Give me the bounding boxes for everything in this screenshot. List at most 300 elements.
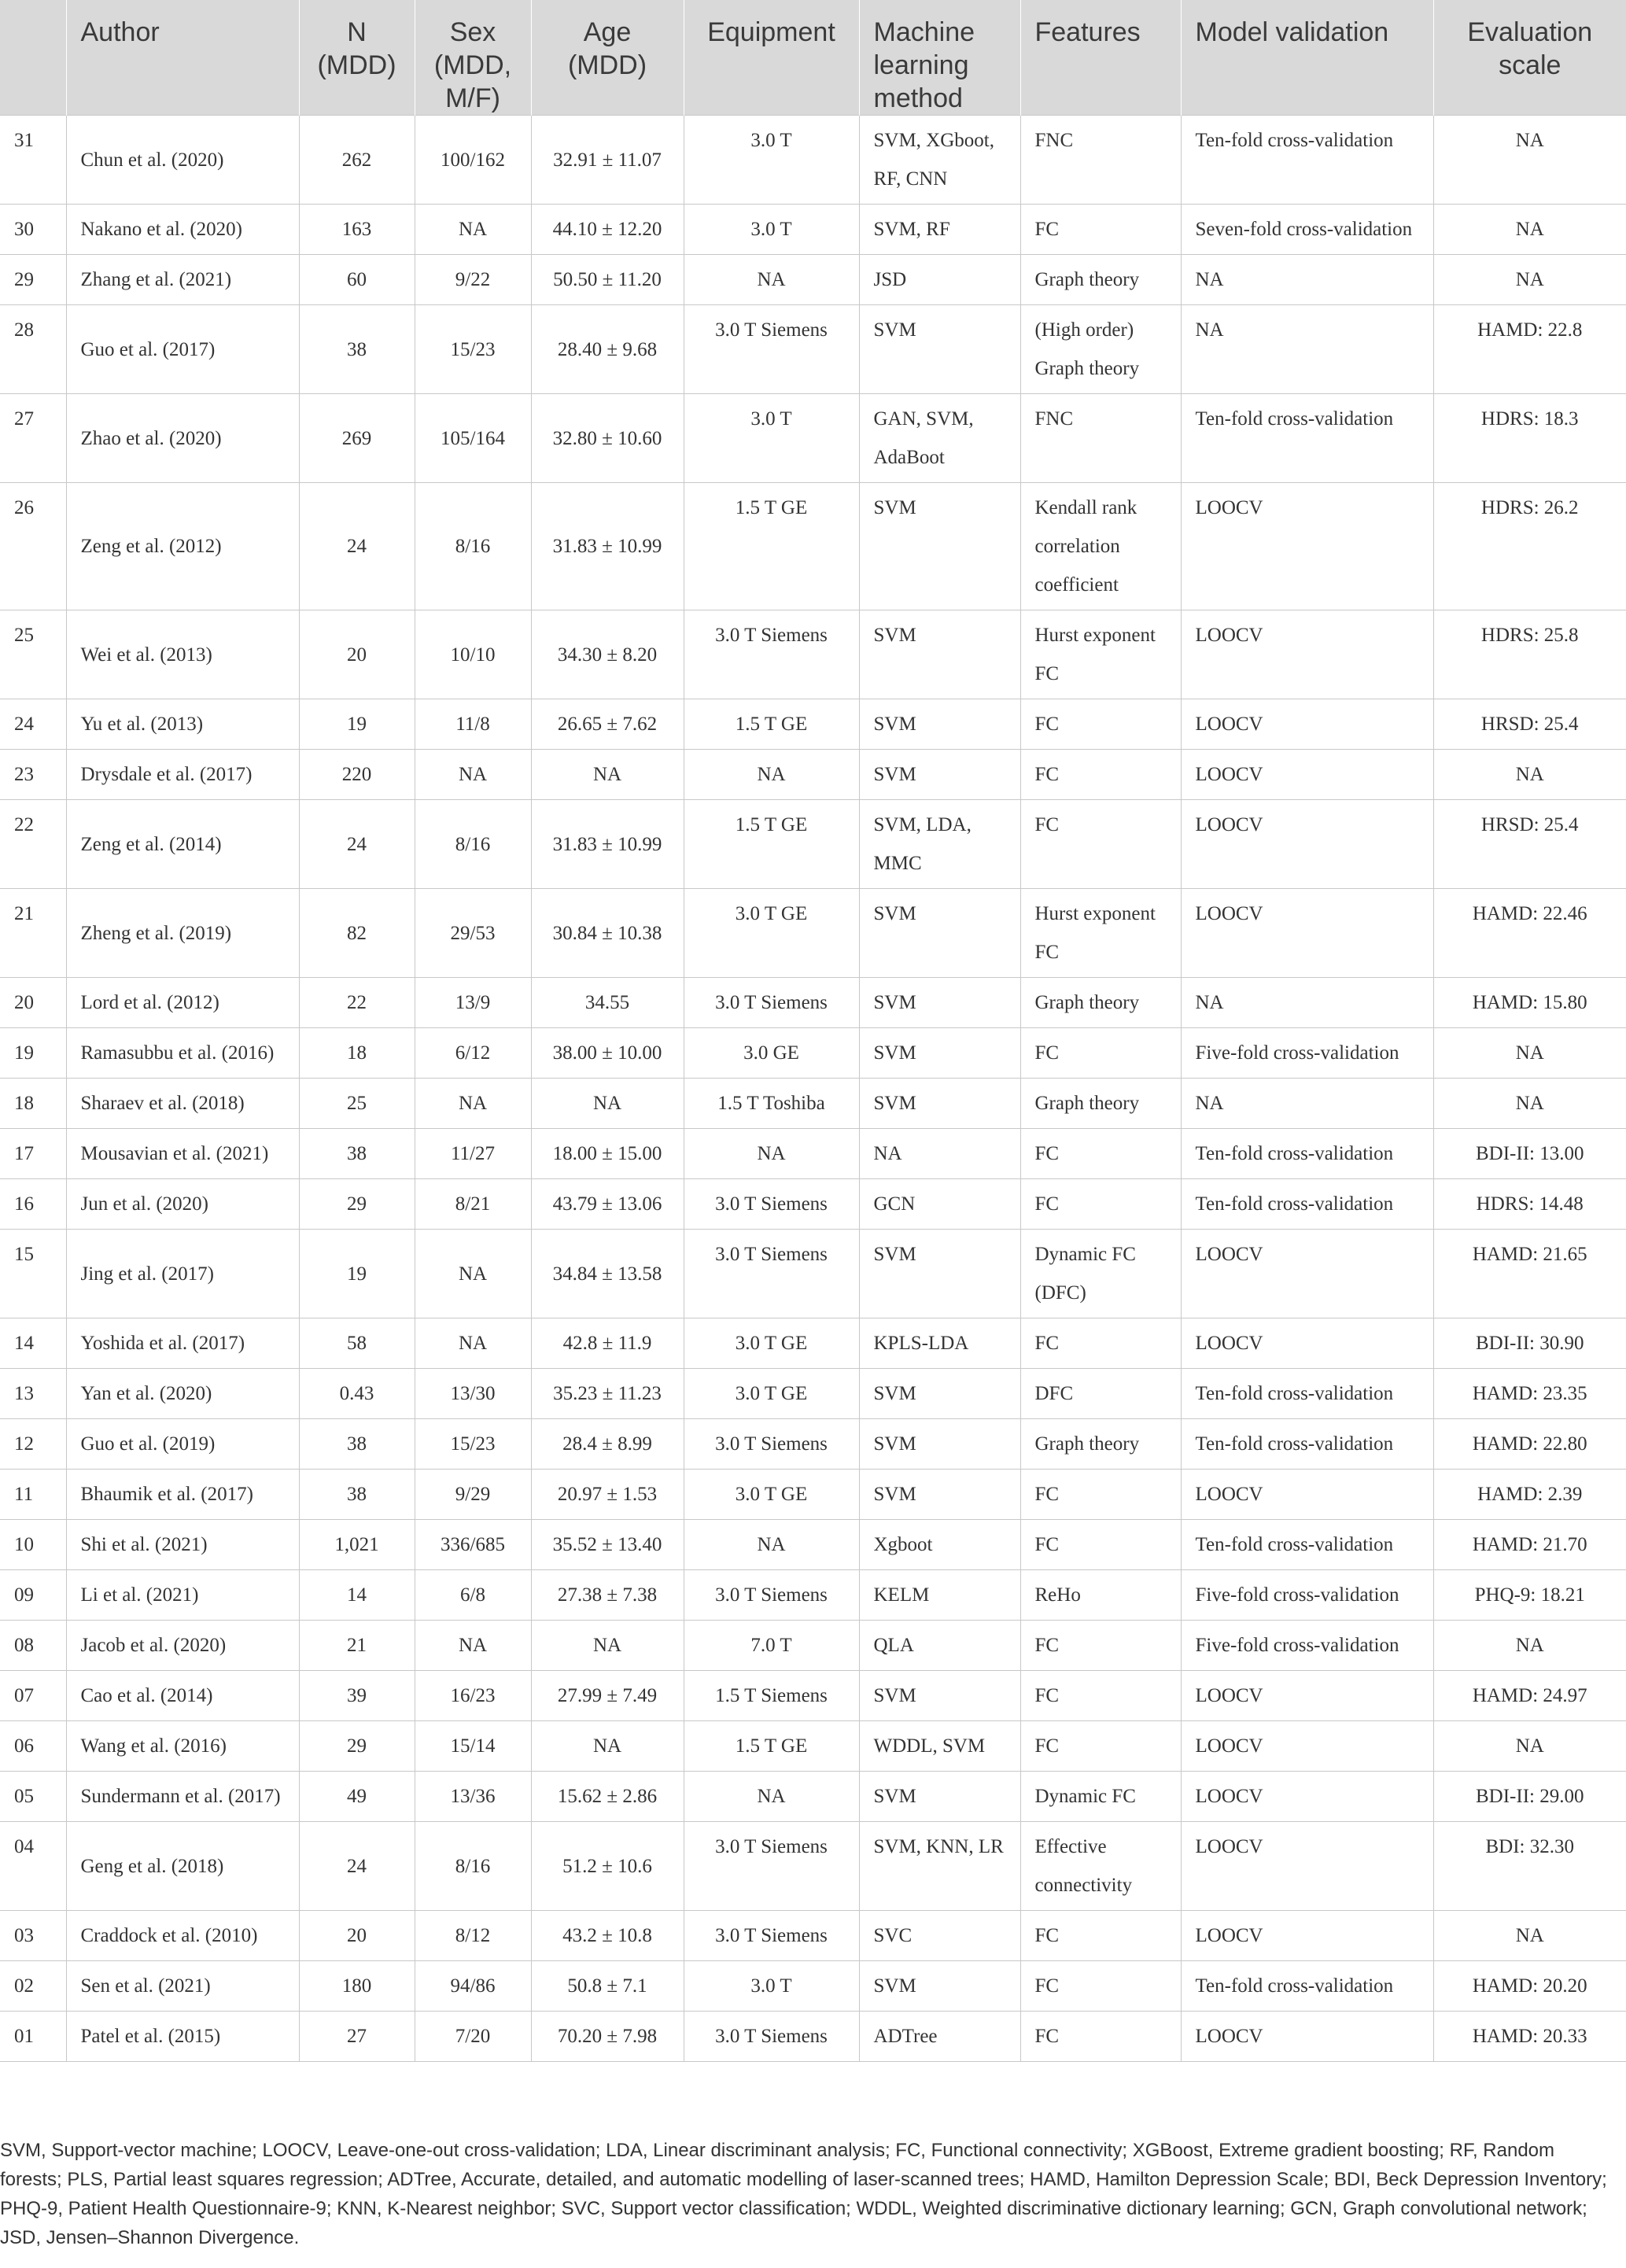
cell-n: 58 <box>299 1318 415 1369</box>
cell-features: FC <box>1020 205 1181 255</box>
cell-features: FNC <box>1020 394 1181 483</box>
cell-num: 01 <box>0 2012 66 2062</box>
cell-sex: NA <box>415 1230 531 1318</box>
cell-age: 26.65 ± 7.62 <box>531 699 684 750</box>
cell-author[interactable]: Zeng et al. (2014) <box>66 800 299 889</box>
cell-n: 19 <box>299 1230 415 1318</box>
cell-n: 27 <box>299 2012 415 2062</box>
cell-equipment: 3.0 T Siemens <box>684 1570 859 1621</box>
cell-model-validation: LOOCV <box>1181 483 1433 610</box>
cell-author[interactable]: Guo et al. (2019) <box>66 1419 299 1470</box>
cell-author[interactable]: Zhang et al. (2021) <box>66 255 299 305</box>
cell-n: 25 <box>299 1079 415 1129</box>
cell-author[interactable]: Yoshida et al. (2017) <box>66 1318 299 1369</box>
cell-sex: 336/685 <box>415 1520 531 1570</box>
cell-evaluation-scale: HRSD: 25.4 <box>1433 800 1626 889</box>
cell-sex: NA <box>415 750 531 800</box>
cell-sex: 16/23 <box>415 1671 531 1721</box>
cell-ml-method: SVM, RF <box>859 205 1020 255</box>
cell-age: 28.40 ± 9.68 <box>531 305 684 394</box>
cell-n: 14 <box>299 1570 415 1621</box>
cell-features: Dynamic FC (DFC) <box>1020 1230 1181 1318</box>
cell-evaluation-scale: HAMD: 22.80 <box>1433 1419 1626 1470</box>
cell-evaluation-scale: BDI-II: 13.00 <box>1433 1129 1626 1179</box>
cell-features: Graph theory <box>1020 1079 1181 1129</box>
cell-model-validation: Five-fold cross-validation <box>1181 1621 1433 1671</box>
cell-ml-method: SVM <box>859 699 1020 750</box>
cell-features: FC <box>1020 1961 1181 2012</box>
cell-age: 35.23 ± 11.23 <box>531 1369 684 1419</box>
cell-author[interactable]: Sharaev et al. (2018) <box>66 1079 299 1129</box>
cell-ml-method: SVM <box>859 1028 1020 1079</box>
table-row <box>0 1520 1626 1570</box>
cell-author[interactable]: Li et al. (2021) <box>66 1570 299 1621</box>
cell-equipment: NA <box>684 1520 859 1570</box>
cell-model-validation: LOOCV <box>1181 699 1433 750</box>
cell-sex: 8/16 <box>415 1822 531 1911</box>
cell-age: 32.91 ± 11.07 <box>531 116 684 205</box>
cell-ml-method: SVM, LDA, MMC <box>859 800 1020 889</box>
cell-evaluation-scale: NA <box>1433 205 1626 255</box>
cell-evaluation-scale: HAMD: 15.80 <box>1433 978 1626 1028</box>
cell-num: 16 <box>0 1179 66 1230</box>
cell-sex: 11/8 <box>415 699 531 750</box>
cell-model-validation: Seven-fold cross-validation <box>1181 205 1433 255</box>
cell-equipment: 1.5 T GE <box>684 483 859 610</box>
cell-model-validation: NA <box>1181 978 1433 1028</box>
cell-n: 24 <box>299 1822 415 1911</box>
cell-model-validation: LOOCV <box>1181 610 1433 699</box>
cell-features: FC <box>1020 1129 1181 1179</box>
cell-age: 31.83 ± 10.99 <box>531 483 684 610</box>
cell-evaluation-scale: BDI-II: 29.00 <box>1433 1772 1626 1822</box>
cell-sex: 8/12 <box>415 1911 531 1961</box>
cell-ml-method: JSD <box>859 255 1020 305</box>
table-row <box>0 1911 1626 1961</box>
cell-ml-method: GAN, SVM, AdaBoot <box>859 394 1020 483</box>
cell-n: 49 <box>299 1772 415 1822</box>
cell-n: 0.43 <box>299 1369 415 1419</box>
cell-num: 04 <box>0 1822 66 1911</box>
cell-sex: 6/8 <box>415 1570 531 1621</box>
cell-n: 29 <box>299 1721 415 1772</box>
table-row <box>0 699 1626 750</box>
cell-sex: 15/23 <box>415 1419 531 1470</box>
cell-num: 05 <box>0 1772 66 1822</box>
table-row <box>0 2012 1626 2062</box>
cell-author[interactable]: Shi et al. (2021) <box>66 1520 299 1570</box>
table-row <box>0 116 1626 205</box>
cell-sex: NA <box>415 1621 531 1671</box>
cell-num: 03 <box>0 1911 66 1961</box>
cell-model-validation: Ten-fold cross-validation <box>1181 1961 1433 2012</box>
table-row <box>0 1129 1626 1179</box>
cell-age: 70.20 ± 7.98 <box>531 2012 684 2062</box>
header-equipment: Equipment <box>684 0 859 116</box>
cell-features: Hurst exponent FC <box>1020 889 1181 978</box>
cell-features: Kendall rank correlation coefficient <box>1020 483 1181 610</box>
cell-equipment: 3.0 T Siemens <box>684 305 859 394</box>
cell-model-validation: LOOCV <box>1181 1470 1433 1520</box>
cell-author[interactable]: Jing et al. (2017) <box>66 1230 299 1318</box>
cell-features: FNC <box>1020 116 1181 205</box>
cell-equipment: 3.0 T Siemens <box>684 2012 859 2062</box>
cell-num: 26 <box>0 483 66 610</box>
cell-num: 18 <box>0 1079 66 1129</box>
cell-age: 15.62 ± 2.86 <box>531 1772 684 1822</box>
cell-equipment: 3.0 T <box>684 205 859 255</box>
cell-features: FC <box>1020 1911 1181 1961</box>
cell-features: FC <box>1020 1721 1181 1772</box>
table-row <box>0 800 1626 889</box>
cell-evaluation-scale: HRSD: 25.4 <box>1433 699 1626 750</box>
cell-age: NA <box>531 1721 684 1772</box>
table-row <box>0 1230 1626 1318</box>
cell-age: 30.84 ± 10.38 <box>531 889 684 978</box>
cell-sex: 10/10 <box>415 610 531 699</box>
cell-n: 19 <box>299 699 415 750</box>
cell-num: 14 <box>0 1318 66 1369</box>
cell-author[interactable]: Geng et al. (2018) <box>66 1822 299 1911</box>
cell-author[interactable]: Craddock et al. (2010) <box>66 1911 299 1961</box>
cell-age: 38.00 ± 10.00 <box>531 1028 684 1079</box>
cell-equipment: 3.0 T <box>684 394 859 483</box>
cell-model-validation: LOOCV <box>1181 800 1433 889</box>
cell-ml-method: SVM <box>859 1470 1020 1520</box>
cell-author[interactable]: Zheng et al. (2019) <box>66 889 299 978</box>
cell-ml-method: KPLS-LDA <box>859 1318 1020 1369</box>
cell-age: 28.4 ± 8.99 <box>531 1419 684 1470</box>
table-row <box>0 1470 1626 1520</box>
cell-equipment: 1.5 T GE <box>684 800 859 889</box>
cell-num: 20 <box>0 978 66 1028</box>
cell-evaluation-scale: BDI: 32.30 <box>1433 1822 1626 1911</box>
table-row <box>0 1822 1626 1911</box>
cell-features: FC <box>1020 1318 1181 1369</box>
table-row <box>0 205 1626 255</box>
cell-num: 07 <box>0 1671 66 1721</box>
cell-age: 51.2 ± 10.6 <box>531 1822 684 1911</box>
cell-model-validation: Five-fold cross-validation <box>1181 1028 1433 1079</box>
table-header-row <box>0 0 1626 116</box>
cell-ml-method: SVM, KNN, LR <box>859 1822 1020 1911</box>
cell-model-validation: LOOCV <box>1181 1772 1433 1822</box>
cell-ml-method: SVM, XGboot, RF, CNN <box>859 116 1020 205</box>
cell-model-validation: LOOCV <box>1181 889 1433 978</box>
cell-equipment: NA <box>684 1129 859 1179</box>
cell-sex: 6/12 <box>415 1028 531 1079</box>
cell-ml-method: SVM <box>859 610 1020 699</box>
cell-n: 1,021 <box>299 1520 415 1570</box>
cell-equipment: 3.0 T <box>684 116 859 205</box>
cell-evaluation-scale: NA <box>1433 1028 1626 1079</box>
cell-features: Hurst exponent FC <box>1020 610 1181 699</box>
table-footnote: SVM, Support-vector machine; LOOCV, Leave-one-out cross-validation; LDA, Linear discriminant analysis; FC, Functional connectivity; XGBoost, Extreme gradient boosting; RF, Random forests; PLS, Partial least squares regression; ADTree, Accurate, detailed, and automatic modelling of laser-scanned trees; HAMD, Hamilton Depression Scale; BDI, Beck Depression Inventory; PHQ-9, Patient Health Questionnaire-9; KNN, K-Nearest neighbor; SVC, Support vector classification; WDDL, Weighted discriminative dictionary learning; GCN, Graph convolutional network; JSD, Jensen–Shannon Divergence. <box>0 2140 1607 2248</box>
cell-author[interactable]: Patel et al. (2015) <box>66 2012 299 2062</box>
cell-age: 43.79 ± 13.06 <box>531 1179 684 1230</box>
cell-evaluation-scale: HDRS: 14.48 <box>1433 1179 1626 1230</box>
cell-author[interactable]: Jacob et al. (2020) <box>66 1621 299 1671</box>
cell-sex: 9/22 <box>415 255 531 305</box>
cell-equipment: 3.0 T GE <box>684 1318 859 1369</box>
cell-features: FC <box>1020 800 1181 889</box>
cell-model-validation: Ten-fold cross-validation <box>1181 1179 1433 1230</box>
cell-evaluation-scale: HAMD: 24.97 <box>1433 1671 1626 1721</box>
cell-evaluation-scale: HAMD: 21.65 <box>1433 1230 1626 1318</box>
cell-evaluation-scale: HAMD: 20.20 <box>1433 1961 1626 2012</box>
cell-num: 29 <box>0 255 66 305</box>
cell-n: 39 <box>299 1671 415 1721</box>
cell-n: 82 <box>299 889 415 978</box>
cell-age: NA <box>531 1079 684 1129</box>
cell-ml-method: NA <box>859 1129 1020 1179</box>
cell-age: 27.38 ± 7.38 <box>531 1570 684 1621</box>
cell-age: 43.2 ± 10.8 <box>531 1911 684 1961</box>
cell-age: 34.55 <box>531 978 684 1028</box>
cell-model-validation: NA <box>1181 255 1433 305</box>
cell-age: 44.10 ± 12.20 <box>531 205 684 255</box>
cell-evaluation-scale: HDRS: 18.3 <box>1433 394 1626 483</box>
cell-evaluation-scale: BDI-II: 30.90 <box>1433 1318 1626 1369</box>
table-row <box>0 1961 1626 2012</box>
cell-equipment: 3.0 T GE <box>684 1470 859 1520</box>
table-row <box>0 1621 1626 1671</box>
cell-model-validation: Ten-fold cross-validation <box>1181 1520 1433 1570</box>
cell-ml-method: Xgboot <box>859 1520 1020 1570</box>
cell-features: FC <box>1020 1179 1181 1230</box>
cell-sex: 105/164 <box>415 394 531 483</box>
cell-author[interactable]: Cao et al. (2014) <box>66 1671 299 1721</box>
cell-evaluation-scale: HAMD: 21.70 <box>1433 1520 1626 1570</box>
cell-author[interactable]: Mousavian et al. (2021) <box>66 1129 299 1179</box>
cell-evaluation-scale: HAMD: 22.46 <box>1433 889 1626 978</box>
cell-ml-method: QLA <box>859 1621 1020 1671</box>
cell-age: NA <box>531 1621 684 1671</box>
cell-equipment: 3.0 T <box>684 1961 859 2012</box>
cell-sex: NA <box>415 205 531 255</box>
cell-author[interactable]: Zeng et al. (2012) <box>66 483 299 610</box>
table-row <box>0 978 1626 1028</box>
cell-evaluation-scale: NA <box>1433 116 1626 205</box>
header-sex: Sex (MDD, M/F) <box>415 0 531 116</box>
cell-sex: 100/162 <box>415 116 531 205</box>
cell-equipment: 3.0 T Siemens <box>684 978 859 1028</box>
cell-features: Graph theory <box>1020 255 1181 305</box>
cell-author[interactable]: Bhaumik et al. (2017) <box>66 1470 299 1520</box>
header-n: N (MDD) <box>299 0 415 116</box>
cell-ml-method: SVM <box>859 1230 1020 1318</box>
cell-model-validation: LOOCV <box>1181 1721 1433 1772</box>
cell-age: 50.50 ± 11.20 <box>531 255 684 305</box>
cell-author[interactable]: Chun et al. (2020) <box>66 116 299 205</box>
cell-features: FC <box>1020 1028 1181 1079</box>
cell-evaluation-scale: NA <box>1433 1721 1626 1772</box>
cell-author[interactable]: Jun et al. (2020) <box>66 1179 299 1230</box>
cell-evaluation-scale: HAMD: 20.33 <box>1433 2012 1626 2062</box>
cell-equipment: NA <box>684 255 859 305</box>
cell-equipment: 1.5 T GE <box>684 699 859 750</box>
cell-n: 60 <box>299 255 415 305</box>
cell-age: 27.99 ± 7.49 <box>531 1671 684 1721</box>
cell-author[interactable]: Wei et al. (2013) <box>66 610 299 699</box>
cell-ml-method: GCN <box>859 1179 1020 1230</box>
cell-author[interactable]: Ramasubbu et al. (2016) <box>66 1028 299 1079</box>
cell-evaluation-scale: NA <box>1433 1911 1626 1961</box>
cell-n: 21 <box>299 1621 415 1671</box>
cell-evaluation-scale: PHQ-9: 18.21 <box>1433 1570 1626 1621</box>
cell-model-validation: Ten-fold cross-validation <box>1181 116 1433 205</box>
cell-ml-method: SVC <box>859 1911 1020 1961</box>
cell-features: (High order) Graph theory <box>1020 305 1181 394</box>
cell-ml-method: SVM <box>859 1671 1020 1721</box>
cell-num: 10 <box>0 1520 66 1570</box>
cell-ml-method: SVM <box>859 889 1020 978</box>
cell-age: 34.30 ± 8.20 <box>531 610 684 699</box>
cell-sex: 8/16 <box>415 800 531 889</box>
cell-author[interactable]: Sen et al. (2021) <box>66 1961 299 2012</box>
cell-model-validation: LOOCV <box>1181 1318 1433 1369</box>
cell-equipment: 3.0 T Siemens <box>684 1179 859 1230</box>
table-row <box>0 610 1626 699</box>
cell-n: 18 <box>299 1028 415 1079</box>
cell-num: 25 <box>0 610 66 699</box>
cell-sex: 13/30 <box>415 1369 531 1419</box>
cell-n: 24 <box>299 800 415 889</box>
cell-author[interactable]: Sundermann et al. (2017) <box>66 1772 299 1822</box>
cell-author[interactable]: Drysdale et al. (2017) <box>66 750 299 800</box>
cell-evaluation-scale: NA <box>1433 750 1626 800</box>
cell-ml-method: SVM <box>859 1772 1020 1822</box>
cell-num: 22 <box>0 800 66 889</box>
cell-age: 42.8 ± 11.9 <box>531 1318 684 1369</box>
cell-features: FC <box>1020 1470 1181 1520</box>
cell-author[interactable]: Yu et al. (2013) <box>66 699 299 750</box>
cell-n: 20 <box>299 1911 415 1961</box>
cell-sex: 7/20 <box>415 2012 531 2062</box>
cell-n: 24 <box>299 483 415 610</box>
header-ml-method: Machine learning method <box>859 0 1020 116</box>
cell-age: 50.8 ± 7.1 <box>531 1961 684 2012</box>
cell-model-validation: Ten-fold cross-validation <box>1181 1129 1433 1179</box>
cell-equipment: 1.5 T GE <box>684 1721 859 1772</box>
cell-model-validation: NA <box>1181 305 1433 394</box>
cell-author[interactable]: Yan et al. (2020) <box>66 1369 299 1419</box>
header-num <box>0 0 66 116</box>
cell-model-validation: NA <box>1181 1079 1433 1129</box>
cell-num: 11 <box>0 1470 66 1520</box>
cell-author[interactable]: Wang et al. (2016) <box>66 1721 299 1772</box>
cell-equipment: 3.0 T Siemens <box>684 1911 859 1961</box>
cell-evaluation-scale: NA <box>1433 1079 1626 1129</box>
cell-num: 17 <box>0 1129 66 1179</box>
cell-n: 29 <box>299 1179 415 1230</box>
cell-num: 08 <box>0 1621 66 1671</box>
cell-features: Effective connectivity <box>1020 1822 1181 1911</box>
cell-equipment: 1.5 T Siemens <box>684 1671 859 1721</box>
cell-num: 24 <box>0 699 66 750</box>
cell-features: Dynamic FC <box>1020 1772 1181 1822</box>
cell-num: 27 <box>0 394 66 483</box>
cell-evaluation-scale: NA <box>1433 1621 1626 1671</box>
cell-ml-method: SVM <box>859 483 1020 610</box>
table-row <box>0 1079 1626 1129</box>
cell-sex: 8/21 <box>415 1179 531 1230</box>
cell-num: 23 <box>0 750 66 800</box>
cell-equipment: NA <box>684 750 859 800</box>
cell-n: 269 <box>299 394 415 483</box>
table-row <box>0 1570 1626 1621</box>
cell-age: 20.97 ± 1.53 <box>531 1470 684 1520</box>
cell-model-validation: Ten-fold cross-validation <box>1181 394 1433 483</box>
table-row <box>0 889 1626 978</box>
header-evaluation-scale: Evaluation scale <box>1433 0 1626 116</box>
cell-model-validation: Ten-fold cross-validation <box>1181 1419 1433 1470</box>
cell-equipment: 3.0 T GE <box>684 889 859 978</box>
cell-sex: 8/16 <box>415 483 531 610</box>
cell-sex: 94/86 <box>415 1961 531 2012</box>
cell-equipment: 3.0 T Siemens <box>684 1822 859 1911</box>
cell-features: FC <box>1020 1520 1181 1570</box>
cell-age: NA <box>531 750 684 800</box>
cell-features: FC <box>1020 750 1181 800</box>
cell-author[interactable]: Zhao et al. (2020) <box>66 394 299 483</box>
header-features: Features <box>1020 0 1181 116</box>
table-row <box>0 1318 1626 1369</box>
cell-n: 262 <box>299 116 415 205</box>
cell-sex: NA <box>415 1318 531 1369</box>
table-row <box>0 394 1626 483</box>
cell-n: 38 <box>299 1129 415 1179</box>
cell-features: FC <box>1020 2012 1181 2062</box>
cell-features: DFC <box>1020 1369 1181 1419</box>
table-body <box>0 116 1626 2062</box>
cell-num: 06 <box>0 1721 66 1772</box>
cell-n: 38 <box>299 1419 415 1470</box>
cell-features: Graph theory <box>1020 1419 1181 1470</box>
cell-num: 19 <box>0 1028 66 1079</box>
cell-sex: 15/23 <box>415 305 531 394</box>
cell-ml-method: SVM <box>859 305 1020 394</box>
cell-sex: 29/53 <box>415 889 531 978</box>
cell-author[interactable]: Nakano et al. (2020) <box>66 205 299 255</box>
cell-author[interactable]: Guo et al. (2017) <box>66 305 299 394</box>
cell-features: ReHo <box>1020 1570 1181 1621</box>
cell-ml-method: SVM <box>859 978 1020 1028</box>
cell-n: 163 <box>299 205 415 255</box>
cell-evaluation-scale: HAMD: 2.39 <box>1433 1470 1626 1520</box>
cell-n: 20 <box>299 610 415 699</box>
cell-author[interactable]: Lord et al. (2012) <box>66 978 299 1028</box>
table-row <box>0 1671 1626 1721</box>
cell-num: 28 <box>0 305 66 394</box>
cell-ml-method: SVM <box>859 1369 1020 1419</box>
cell-features: FC <box>1020 1621 1181 1671</box>
table-row <box>0 750 1626 800</box>
cell-model-validation: LOOCV <box>1181 2012 1433 2062</box>
cell-features: FC <box>1020 699 1181 750</box>
cell-ml-method: SVM <box>859 1419 1020 1470</box>
cell-evaluation-scale: HAMD: 22.8 <box>1433 305 1626 394</box>
cell-ml-method: SVM <box>859 750 1020 800</box>
cell-equipment: 3.0 T Siemens <box>684 610 859 699</box>
cell-num: 09 <box>0 1570 66 1621</box>
cell-ml-method: SVM <box>859 1079 1020 1129</box>
cell-sex: 13/36 <box>415 1772 531 1822</box>
cell-evaluation-scale: HDRS: 25.8 <box>1433 610 1626 699</box>
cell-num: 12 <box>0 1419 66 1470</box>
cell-num: 15 <box>0 1230 66 1318</box>
cell-num: 02 <box>0 1961 66 2012</box>
